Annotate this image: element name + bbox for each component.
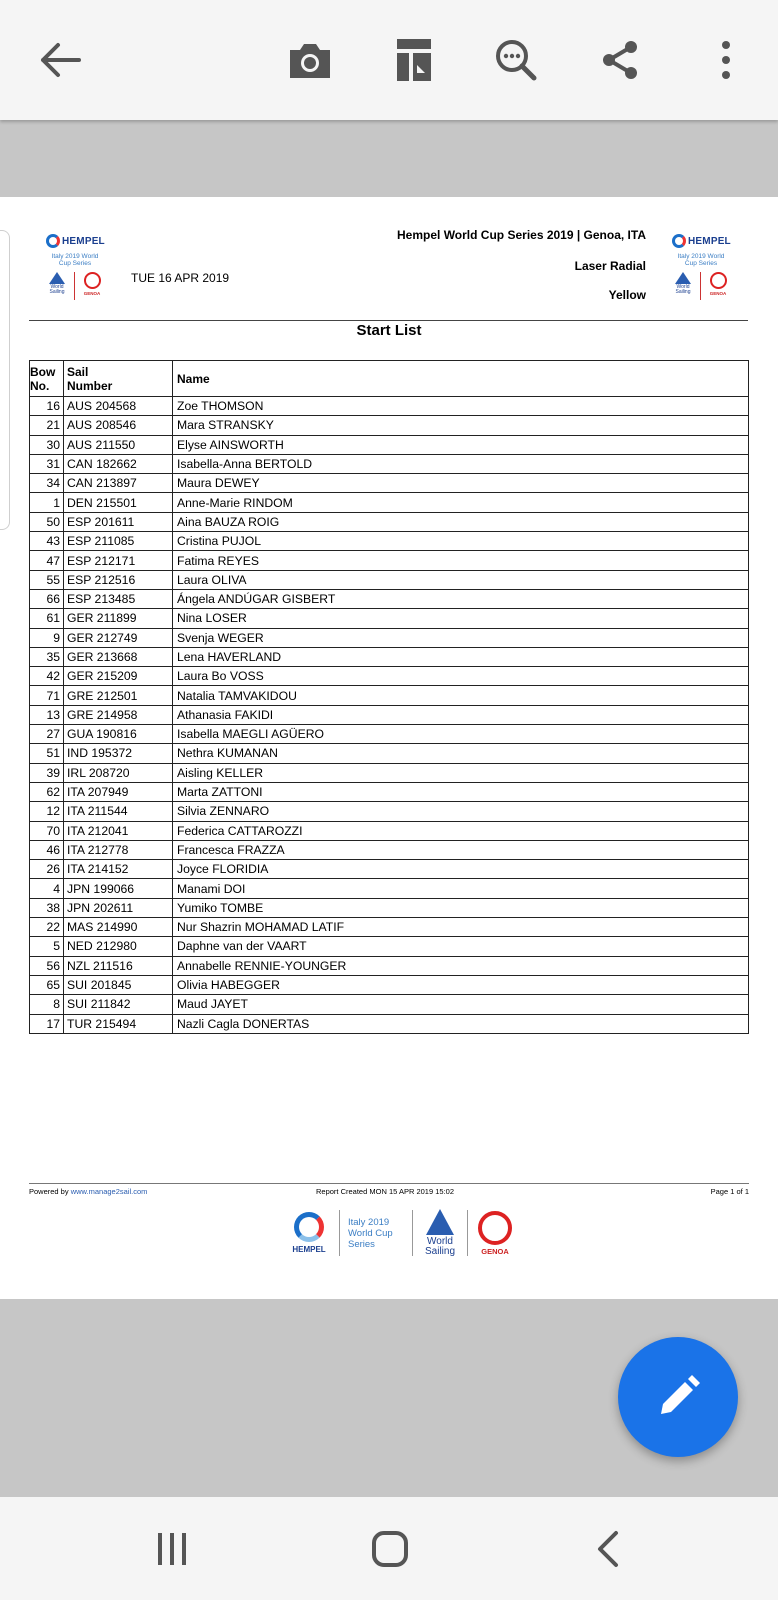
sail-number-cell: GRE 212501 xyxy=(64,686,173,705)
table-row xyxy=(30,705,749,724)
name-cell: Anne-Marie RINDOM xyxy=(173,493,749,512)
bow-cell: 66 xyxy=(30,589,64,608)
name-cell: Zoe THOMSON xyxy=(173,397,749,416)
table-row xyxy=(30,918,749,937)
table-row xyxy=(30,956,749,975)
sail-number-cell: NZL 211516 xyxy=(64,956,173,975)
table-row xyxy=(30,802,749,821)
name-cell: Nur Shazrin MOHAMAD LATIF xyxy=(173,918,749,937)
bow-cell: 17 xyxy=(30,1014,64,1033)
bow-cell: 38 xyxy=(30,898,64,917)
sail-number-cell: ITA 214152 xyxy=(64,860,173,879)
sail-number-cell: ITA 211544 xyxy=(64,802,173,821)
table-row xyxy=(30,589,749,608)
table-row xyxy=(30,937,749,956)
bow-cell: 65 xyxy=(30,975,64,994)
name-cell: Nazli Cagla DONERTAS xyxy=(173,1014,749,1033)
name-cell: Maura DEWEY xyxy=(173,474,749,493)
sail-number-cell: GER 211899 xyxy=(64,609,173,628)
bow-cell: 31 xyxy=(30,454,64,473)
table-row xyxy=(30,782,749,801)
name-cell: Federica CATTAROZZI xyxy=(173,821,749,840)
name-cell: Aisling KELLER xyxy=(173,763,749,782)
bow-cell: 35 xyxy=(30,647,64,666)
name-cell: Nina LOSER xyxy=(173,609,749,628)
bow-cell: 71 xyxy=(30,686,64,705)
world-sailing-logo: World Sailing xyxy=(46,272,68,295)
sail-number-cell: CAN 182662 xyxy=(64,454,173,473)
sail-number-cell: NED 212980 xyxy=(64,937,173,956)
hempel-text: HEMPEL xyxy=(688,235,731,247)
name-cell: Laura OLIVA xyxy=(173,570,749,589)
class-name: Laser Radial xyxy=(574,259,646,273)
bow-cell: 39 xyxy=(30,763,64,782)
table-row xyxy=(30,454,749,473)
manage2sail-link[interactable]: www.manage2sail.com xyxy=(70,1187,148,1196)
name-cell: Marta ZATTONI xyxy=(173,782,749,801)
table-row xyxy=(30,551,749,570)
page-number: Page 1 of 1 xyxy=(710,1187,749,1196)
sail-number-cell: MAS 214990 xyxy=(64,918,173,937)
report-date: TUE 16 APR 2019 xyxy=(131,271,230,285)
table-row xyxy=(30,493,749,512)
table-row xyxy=(30,532,749,551)
sail-number-cell: ITA 207949 xyxy=(64,782,173,801)
event-logo-text: Italy 2019 World Cup Series xyxy=(51,253,99,267)
bow-cell: 9 xyxy=(30,628,64,647)
sail-number-cell: AUS 211550 xyxy=(64,435,173,454)
world-sailing-logo: World Sailing xyxy=(672,272,694,295)
table-row xyxy=(30,840,749,859)
hempel-text: HEMPEL xyxy=(62,235,105,247)
edit-pencil-icon xyxy=(653,1372,703,1422)
column-header-name: Name xyxy=(173,361,749,397)
sail-number-cell: ESP 212516 xyxy=(64,570,173,589)
world-sailing-logo: World Sailing xyxy=(419,1209,461,1257)
sail-number-cell: JPN 199066 xyxy=(64,879,173,898)
name-cell: Yumiko TOMBE xyxy=(173,898,749,917)
bow-cell: 8 xyxy=(30,995,64,1014)
sail-number-cell: ESP 212171 xyxy=(64,551,173,570)
bow-cell: 34 xyxy=(30,474,64,493)
sail-number-cell: DEN 215501 xyxy=(64,493,173,512)
name-cell: Nethra KUMANAN xyxy=(173,744,749,763)
bow-cell: 55 xyxy=(30,570,64,589)
sail-number-cell: GER 215209 xyxy=(64,667,173,686)
sail-number-cell: IND 195372 xyxy=(64,744,173,763)
bow-cell: 13 xyxy=(30,705,64,724)
sail-number-cell: AUS 208546 xyxy=(64,416,173,435)
sail-number-cell: GER 212749 xyxy=(64,628,173,647)
bow-cell: 51 xyxy=(30,744,64,763)
sail-number-cell: SUI 201845 xyxy=(64,975,173,994)
name-cell: Isabella-Anna BERTOLD xyxy=(173,454,749,473)
hempel-ring-icon xyxy=(46,234,60,248)
footer-logos xyxy=(285,1208,516,1258)
name-cell: Joyce FLORIDIA xyxy=(173,860,749,879)
sail-number-cell: CAN 213897 xyxy=(64,474,173,493)
name-cell: Annabelle RENNIE-YOUNGER xyxy=(173,956,749,975)
table-header-row xyxy=(30,361,749,397)
sail-number-cell: ITA 212778 xyxy=(64,840,173,859)
table-row xyxy=(30,512,749,531)
genoa-logo: GENOA xyxy=(707,272,729,296)
name-cell: Aina BAUZA ROIG xyxy=(173,512,749,531)
report-created: Report Created MON 15 APR 2019 15:02 xyxy=(316,1187,454,1196)
side-scroll-handle[interactable] xyxy=(0,230,10,530)
search-icon[interactable] xyxy=(486,30,546,90)
fleet-name: Yellow xyxy=(608,288,646,302)
nav-back-icon[interactable] xyxy=(578,1525,638,1573)
name-cell: Olivia HABEGGER xyxy=(173,975,749,994)
table-row xyxy=(30,821,749,840)
partner-logos xyxy=(672,272,742,300)
name-cell: Athanasia FAKIDI xyxy=(173,705,749,724)
hempel-logo: HEMPEL xyxy=(285,1212,333,1254)
sail-number-cell: SUI 211842 xyxy=(64,995,173,1014)
home-icon[interactable] xyxy=(360,1525,420,1573)
sail-number-cell: ITA 212041 xyxy=(64,821,173,840)
table-row xyxy=(30,898,749,917)
table-row xyxy=(30,725,749,744)
name-cell: Svenja WEGER xyxy=(173,628,749,647)
name-cell: Natalia TAMVAKIDOU xyxy=(173,686,749,705)
powered-by: Powered by www.manage2sail.com xyxy=(29,1187,148,1196)
table-row xyxy=(30,570,749,589)
name-cell: Cristina PUJOL xyxy=(173,532,749,551)
sail-number-cell: IRL 208720 xyxy=(64,763,173,782)
column-header-sail: Sail Number xyxy=(64,361,173,397)
table-row xyxy=(30,686,749,705)
sail-number-cell: GER 213668 xyxy=(64,647,173,666)
back-arrow-icon[interactable] xyxy=(30,30,90,90)
hempel-logo xyxy=(46,234,116,248)
sail-number-cell: AUS 204568 xyxy=(64,397,173,416)
document-page xyxy=(0,197,778,1299)
genoa-logo: GENOA xyxy=(81,272,103,296)
table-row xyxy=(30,397,749,416)
table-row xyxy=(30,647,749,666)
table-row xyxy=(30,435,749,454)
bow-cell: 50 xyxy=(30,512,64,531)
app-toolbar xyxy=(0,0,778,120)
bow-cell: 43 xyxy=(30,532,64,551)
sail-number-cell: GRE 214958 xyxy=(64,705,173,724)
bow-cell: 26 xyxy=(30,860,64,879)
name-cell: Silvia ZENNARO xyxy=(173,802,749,821)
bow-cell: 46 xyxy=(30,840,64,859)
start-list-table xyxy=(29,360,749,1034)
name-cell: Francesca FRAZZA xyxy=(173,840,749,859)
sail-number-cell: ESP 211085 xyxy=(64,532,173,551)
bow-cell: 27 xyxy=(30,725,64,744)
table-row xyxy=(30,667,749,686)
name-cell: Lena HAVERLAND xyxy=(173,647,749,666)
sail-number-cell: ESP 201611 xyxy=(64,512,173,531)
bow-cell: 4 xyxy=(30,879,64,898)
name-cell: Mara STRANSKY xyxy=(173,416,749,435)
bow-cell: 47 xyxy=(30,551,64,570)
system-nav-bar xyxy=(0,1497,778,1600)
more-vert-icon[interactable] xyxy=(696,30,756,90)
bow-cell: 62 xyxy=(30,782,64,801)
sail-number-cell: JPN 202611 xyxy=(64,898,173,917)
footer-divider xyxy=(29,1183,749,1184)
column-header-bow: Bow No. xyxy=(30,361,64,397)
edit-fab-button[interactable] xyxy=(618,1337,738,1457)
event-logo-text: Italy 2019 World Cup Series xyxy=(348,1216,393,1250)
name-cell: Fatima REYES xyxy=(173,551,749,570)
recents-icon[interactable] xyxy=(142,1525,202,1573)
bow-cell: 5 xyxy=(30,937,64,956)
document-heading: Start List xyxy=(356,322,422,339)
table-row xyxy=(30,879,749,898)
bow-cell: 16 xyxy=(30,397,64,416)
bow-cell: 12 xyxy=(30,802,64,821)
table-row xyxy=(30,995,749,1014)
table-row xyxy=(30,628,749,647)
table-row xyxy=(30,1014,749,1033)
header-logo-right xyxy=(672,234,742,310)
bow-cell: 56 xyxy=(30,956,64,975)
name-cell: Maud JAYET xyxy=(173,995,749,1014)
hempel-logo xyxy=(672,234,742,248)
table-row xyxy=(30,975,749,994)
header-divider xyxy=(29,320,748,321)
table-row xyxy=(30,609,749,628)
bow-cell: 61 xyxy=(30,609,64,628)
table-row xyxy=(30,763,749,782)
header-logo-left xyxy=(46,234,116,310)
page-layout-icon[interactable] xyxy=(384,30,444,90)
table-row xyxy=(30,744,749,763)
name-cell: Laura Bo VOSS xyxy=(173,667,749,686)
sail-number-cell: TUR 215494 xyxy=(64,1014,173,1033)
sail-number-cell: GUA 190816 xyxy=(64,725,173,744)
camera-icon[interactable] xyxy=(280,30,340,90)
sail-number-cell: ESP 213485 xyxy=(64,589,173,608)
bow-cell: 42 xyxy=(30,667,64,686)
genoa-logo: GENOA xyxy=(474,1211,516,1256)
bow-cell: 1 xyxy=(30,493,64,512)
name-cell: Ángela ANDÚGAR GISBERT xyxy=(173,589,749,608)
bow-cell: 21 xyxy=(30,416,64,435)
event-title: Hempel World Cup Series 2019 | Genoa, ITA xyxy=(397,228,646,242)
bow-cell: 22 xyxy=(30,918,64,937)
partner-logos xyxy=(46,272,116,300)
bow-cell: 30 xyxy=(30,435,64,454)
name-cell: Isabella MAEGLI AGÜERO xyxy=(173,725,749,744)
name-cell: Elyse AINSWORTH xyxy=(173,435,749,454)
table-row xyxy=(30,860,749,879)
name-cell: Manami DOI xyxy=(173,879,749,898)
event-logo-text: Italy 2019 World Cup Series xyxy=(677,253,725,267)
name-cell: Daphne van der VAART xyxy=(173,937,749,956)
table-row xyxy=(30,474,749,493)
bow-cell: 70 xyxy=(30,821,64,840)
table-row xyxy=(30,416,749,435)
share-icon[interactable] xyxy=(590,30,650,90)
hempel-ring-icon xyxy=(672,234,686,248)
